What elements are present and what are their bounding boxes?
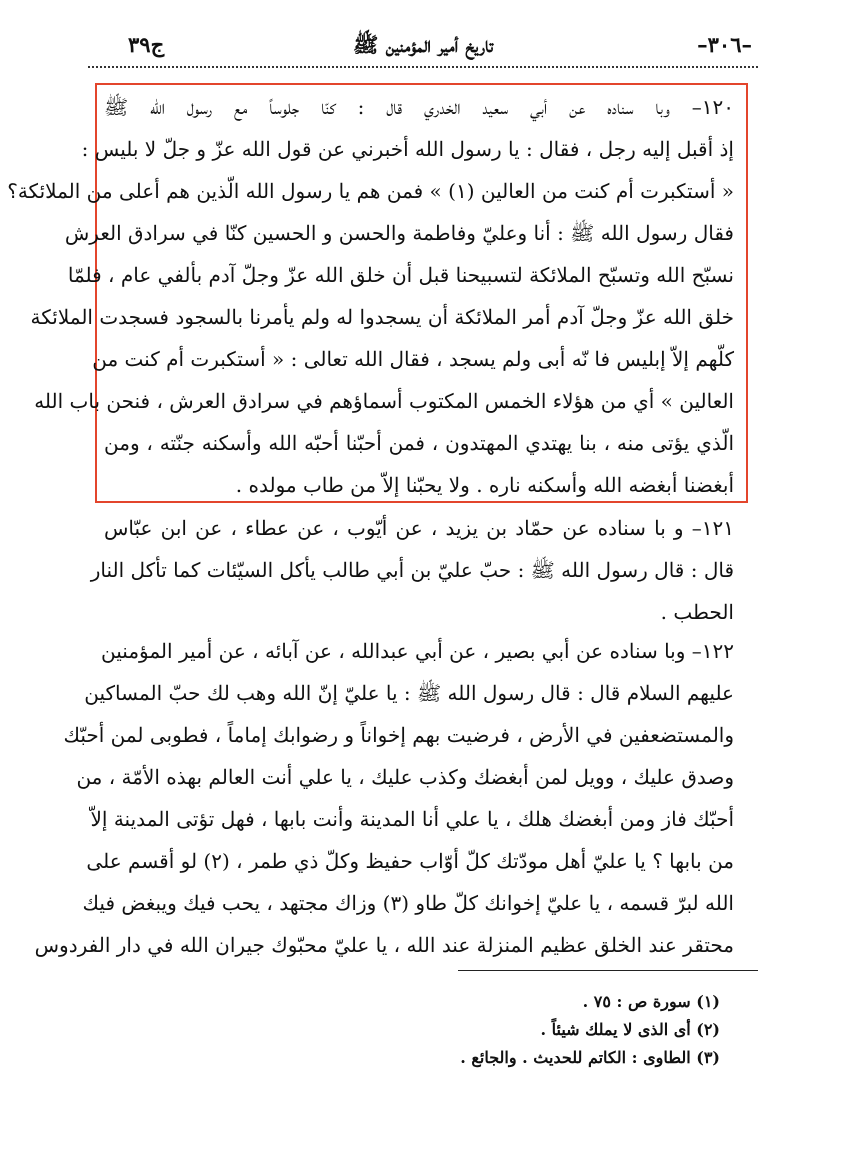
text-line: إذ أقبل إليه رجل ، فقال : يا رسول الله أخبرني عن قول الله عزّ و جلّ لا بليس : [81,137,734,161]
footnotes [320,988,720,1072]
text-line: محتقر عند الخلق عظيم المنزلة عند الله ، يا عليّ محبّوك جيران الله في دار الفردوس [34,933,734,957]
text-line: « أستكبرت أم كنت من العالين (١) » فمن هم يا رسول الله الّذين هم أعلى من الملائكة؟ [7,179,734,203]
text-line: العالين » أي من هؤلاء الخمس المكتوب أسماؤهم في سرادق العرش ، فنحن باب الله [34,389,734,413]
book-title: تاريخ أمير المؤمنين ﷺ [353,32,493,57]
volume-number: ج٣٩ [128,32,165,57]
text-line: أحبّك فاز ومن أبغضك هلك ، يا علي أنا المدينة وأنت بابها ، فهل تؤتى المدينة إلاّ [90,807,734,831]
hadith-121 [90,507,734,633]
text-line: من بابها ؟ يا عليّ أهل مودّتك كلّ أوّاب حفيظ وكلّ ذي طمر ، (٢) لو أقسم على [86,849,734,873]
text-line: ١٢١– و با سناده عن حمّاد بن يزيد ، عن أيّوب ، عن عطاء ، عن ابن عبّاس [104,516,734,540]
footnote-divider [458,970,758,971]
footnote: (٢) أى الذى لا يملك شيئاً . [540,1020,720,1039]
text-line: والمستضعفين في الأرض ، فرضيت بهم إخواناً و رضوابك إماماً ، فطوبى لمن أحبّك [63,723,734,747]
hadith-122 [34,630,734,966]
text-line: قال : قال رسول الله ﷺ : حبّ عليّ بن أبي طالب يأكل السيّئات كما تأكل النار [90,558,734,582]
text-line: الله لبرّ قسمه ، يا عليّ إخوانك كلّ طاو (٣) وزاك مجتهد ، يحب فيك ويبغض فيك [82,891,734,915]
text-line: ١٢٠– وبا سناده عن أبي سعيد الخدري قال : كنّا جلوساً مع رسول الله ﷺ [104,95,734,119]
text-line: الّذي يؤتى منه ، بنا يهتدي المهتدون ، فمن أحبّنا أحبّه الله وأسكنه جنّته ، ومن [104,431,734,455]
text-line: وصدق عليك ، وويل لمن أبغضك وكذب عليك ، يا علي أنت العالم بهذه الأمّة ، من [76,765,734,789]
footnote: (٣) الطاوى : الكاتم للحديث . والجائع . [460,1048,720,1067]
footnote: (١) سورة ص : ٧٥ . [582,992,720,1011]
page-number: –٣٠٦– [697,32,752,57]
text-line: خلق الله عزّ وجلّ آدم أمر الملائكة أن يسجدوا له ولم يأمرنا بالسجود فسجدت الملائكة [30,305,734,329]
hadith-120 [7,86,734,506]
text-line: فقال رسول الله ﷺ : أنا وعليّ وفاطمة والحسن و الحسين كنّا في سرادق العرش [64,221,734,245]
text-line: عليهم السلام قال : قال رسول الله ﷺ : يا عليّ إنّ الله وهب لك حبّ المساكين [84,681,734,705]
text-line: أبغضنا أبغضه الله وأسكنه ناره . ولا يحبّنا إلاّ من طاب مولده . [235,473,734,497]
text-line: نسبّح الله وتسبّح الملائكة لتسبيحنا قبل أن خلق الله عزّ وجلّ آدم بألفي عام ، فلمّا [67,263,734,287]
text-line: كلّهم إلاّ إبليس فا نّه أبى ولم يسجد ، فقال الله تعالى : « أستكبرت أم كنت من [92,347,734,371]
page-header [88,28,758,68]
text-line: الحطب . [660,600,734,624]
text-line: ١٢٢– وبا سناده عن أبي بصير ، عن أبي عبدالله ، عن آبائه ، عن أمير المؤمنين [101,639,734,663]
